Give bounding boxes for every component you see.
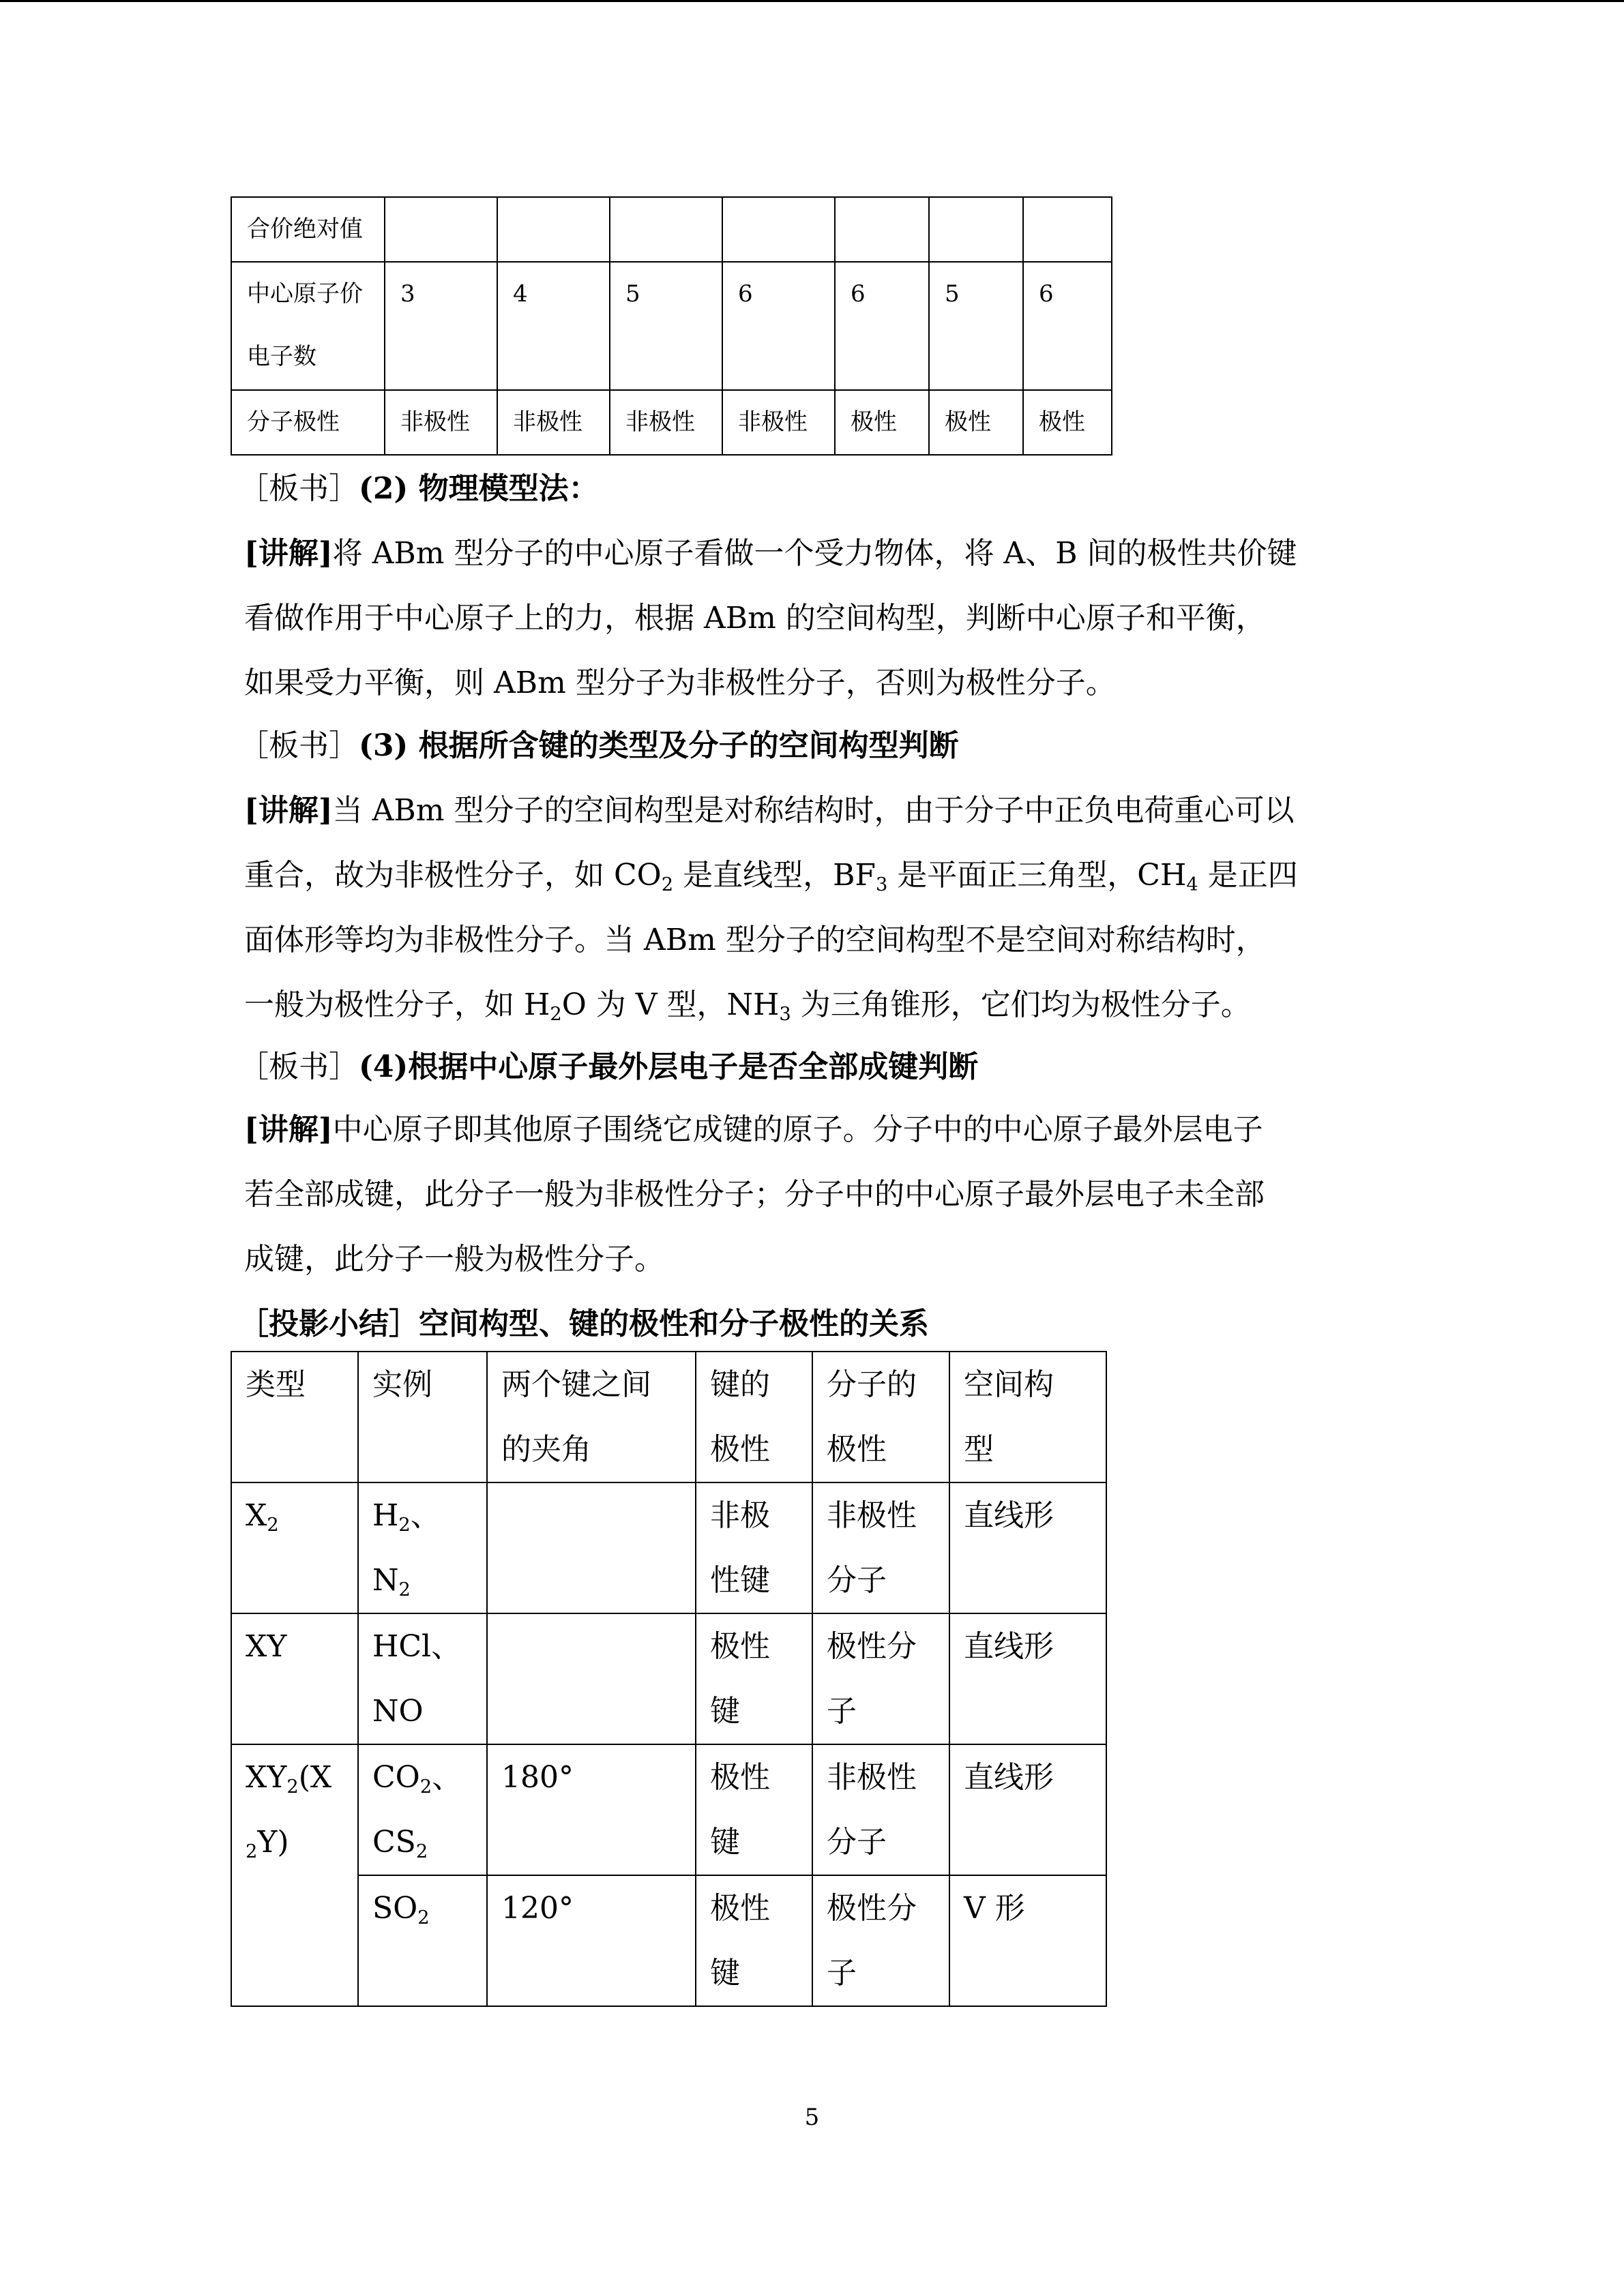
table-cell: 极性: [929, 390, 1023, 455]
table-cell: 极性: [835, 390, 929, 455]
table-row: [231, 1744, 1106, 1875]
table-cell: [610, 197, 722, 262]
table-header-row: [231, 1352, 1106, 1482]
bond-polarity-cell: 极性 键: [696, 1875, 812, 2006]
table-cell: 6: [722, 262, 835, 390]
type-cell: $XY_2(X$ $_2$Y): [231, 1744, 358, 2006]
table-cell: [497, 197, 610, 262]
valence-polarity-table: [231, 196, 1112, 456]
table-cell: 6: [1023, 262, 1112, 390]
explanation-paragraph: [讲解]当 ABm 型分子的空间构型是对称结构时，由于分子中正负电荷重心可以 重合，故为非极性分子，如 $CO_2$ 是直线型，$BF_3$ 是平面正三角型，$CH_4$ 是正四 面体形等均为非极性分子。当 ABm 型分子的空间构型不是空间对称结构时， 一般为极性分子，如 $H_2O$ 为 V 型，$NH_3$ 为三角锥形，它们均为极性分子。: [244, 793, 1298, 1026]
table-row: [231, 1482, 1106, 1613]
section-heading: ［板书］(3) 根据所含键的类型及分子的空间构型判断: [239, 728, 959, 763]
summary-table: [231, 1351, 1107, 2007]
table-cell: 6: [835, 262, 929, 390]
section-heading: ［板书］(2) 物理模型法：: [239, 471, 599, 506]
table-cell: [835, 197, 929, 262]
page-number: 5: [804, 2104, 820, 2131]
shape-cell: 直线形: [949, 1613, 1106, 1744]
summary-heading: ［投影小结］空间构型、键的极性和分子极性的关系: [239, 1307, 929, 1341]
table-cell: 非极性: [385, 390, 497, 455]
bond-polarity-cell: 非极 性键: [696, 1482, 812, 1613]
example-cell: $CO_2$、 $CS_2$: [358, 1744, 487, 1875]
table-cell: 非极性: [497, 390, 610, 455]
section-heading: ［板书］(4)根据中心原子最外层电子是否全部成键判断: [239, 1049, 979, 1084]
example-cell: $H_2$、 $N_2$: [358, 1482, 487, 1613]
table-cell: 非极性: [610, 390, 722, 455]
table-row: [231, 262, 1112, 390]
table-row: [231, 390, 1112, 455]
table-cell: [1023, 197, 1112, 262]
shape-cell: 直线形: [949, 1482, 1106, 1613]
table-row: [231, 197, 1112, 262]
type-cell: $X_2$: [231, 1482, 358, 1613]
molecule-polarity-cell: 极性分 子: [812, 1875, 949, 2006]
header-cell: 类型: [231, 1352, 358, 1482]
row-label: 中心原子价 电子数: [231, 262, 385, 390]
table-cell: 5: [610, 262, 722, 390]
table-cell: 非极性: [722, 390, 835, 455]
row-label: 分子极性: [231, 390, 385, 455]
example-cell: HCl、 NO: [358, 1613, 487, 1744]
explanation-paragraph: [讲解]中心原子即其他原子围绕它成键的原子。分子中的中心原子最外层电子 若全部成键，此分子一般为非极性分子；分子中的中心原子最外层电子未全部 成键，此分子一般为极性分子。: [244, 1112, 1265, 1277]
table-cell: 5: [929, 262, 1023, 390]
header-cell: 两个键之间 的夹角: [487, 1352, 696, 1482]
molecule-polarity-cell: 非极性 分子: [812, 1482, 949, 1613]
table-cell: [722, 197, 835, 262]
angle-cell: 180°: [487, 1744, 696, 1875]
table-cell: [385, 197, 497, 262]
angle-cell: 120°: [487, 1875, 696, 2006]
molecule-polarity-cell: 非极性 分子: [812, 1744, 949, 1875]
row-label: 合价绝对值: [231, 197, 385, 262]
page-top-border: [0, 0, 1624, 2]
example-cell: $SO_2$: [358, 1875, 487, 2006]
header-cell: 空间构 型: [949, 1352, 1106, 1482]
shape-cell: 直线形: [949, 1744, 1106, 1875]
type-cell: XY: [231, 1613, 358, 1744]
explanation-paragraph: [讲解]将 ABm 型分子的中心原子看做一个受力物体，将 A、B 间的极性共价键 看做作用于中心原子上的力，根据 ABm 的空间构型，判断中心原子和平衡， 如果受力平衡，则 ABm 型分子为非极性分子，否则为极性分子。: [244, 536, 1297, 700]
header-cell: 键的 极性: [696, 1352, 812, 1482]
table-row: [231, 1875, 1106, 2006]
bond-polarity-cell: 极性 键: [696, 1613, 812, 1744]
table-cell: 4: [497, 262, 610, 390]
header-cell: 分子的 极性: [812, 1352, 949, 1482]
table-cell: 3: [385, 262, 497, 390]
header-cell: 实例: [358, 1352, 487, 1482]
angle-cell: [487, 1613, 696, 1744]
angle-cell: [487, 1482, 696, 1613]
shape-cell: V 形: [949, 1875, 1106, 2006]
table-cell: [929, 197, 1023, 262]
bond-polarity-cell: 极性 键: [696, 1744, 812, 1875]
table-row: [231, 1613, 1106, 1744]
table-cell: 极性: [1023, 390, 1112, 455]
molecule-polarity-cell: 极性分 子: [812, 1613, 949, 1744]
